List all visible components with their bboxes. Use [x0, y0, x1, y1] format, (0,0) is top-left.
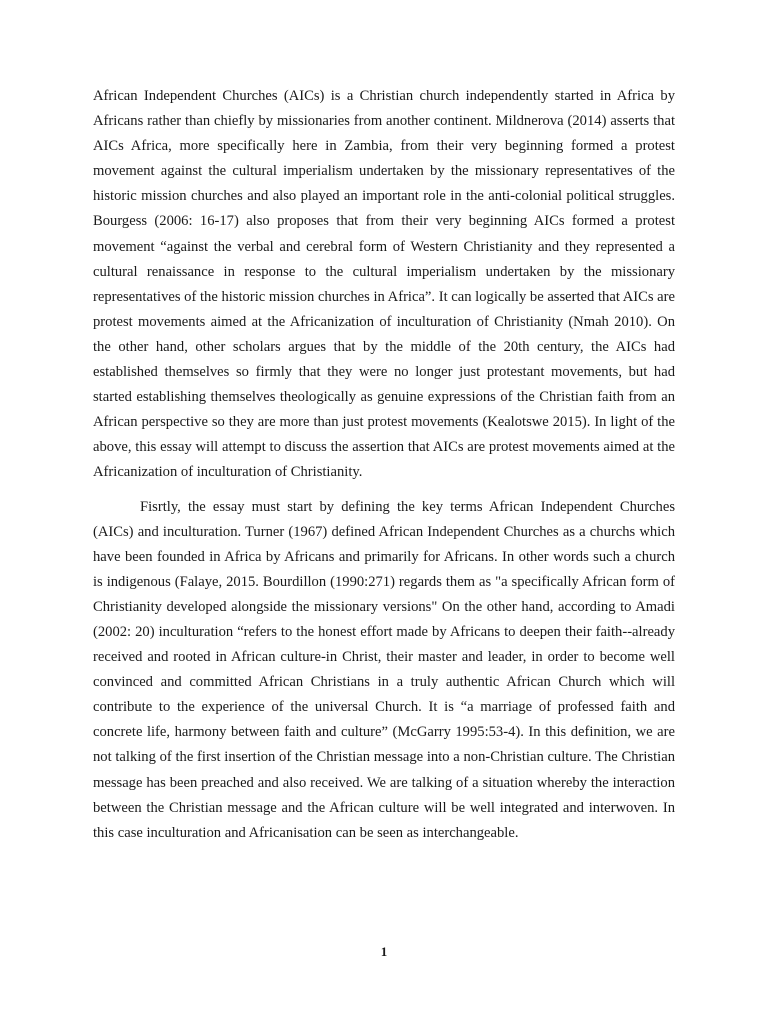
paragraph-definitions: Fisrtly, the essay must start by defining the key terms African Independent Churches (AICs) and inculturation. Turner (1967) defined African Independent Churches as a churchs which have been founded in Africa by Africans and primarily for Africans. In other words such a church is indigenous (Falaye, 2015. Bourdillon (1990:271) regards them as "a specifically African form of Christianity developed alongside the missionary versions" On the other hand, according to Amadi (2002: 20) inculturation “refers to the honest effort made by Africans to deepen their faith--already received and rooted in African culture-in Christ, their master and leader, in order to become well convinced and committed African Christians in a truly authentic African Church which will contribute to the experience of the universal Church. It is “a marriage of professed faith and concrete life, harmony between faith and culture” (McGarry 1995:53-4). In this definition, we are not talking of the first insertion of the Christian message into a non-Christian culture. The Christian message has been preached and also received. We are talking of a situation whereby the interaction between the Christian message and the African culture will be well integrated and interwoven. In this case inculturation and Africanisation can be seen as interchangeable.	[93, 498, 675, 841]
page-number: 1	[380, 944, 388, 959]
essay-body	[93, 84, 675, 846]
paragraph-introduction: African Independent Churches (AICs) is a Christian church independently started in Africa by Africans rather than chiefly by missionaries from another continent. Mildnerova (2014) asserts that AICs Africa, more specifically here in Zambia, from their very beginning formed a protest movement against the cultural imperialism undertaken by the missionary representatives of the historic mission churches and also played an important role in the anti-colonial political struggles. Bourgess (2006: 16-17) also proposes that from their very beginning AICs formed a protest movement “against the verbal and cerebral form of Western Christianity and they represented a cultural renaissance in response to the cultural imperialism undertaken by the missionary representatives of the historic mission churches in Africa”. It can logically be asserted that AICs are protest movements aimed at the Africanization of inculturation of Christianity (Nmah 2010). On the other hand, other scholars argues that by the middle of the 20th century, the AICs had established themselves so firmly that they were no longer just protestant movements, but had started establishing themselves theologically as genuine expressions of the Christian faith from an African perspective so they are more than just protest movements (Kealotswe 2015). In light of the above, this essay will attempt to discuss the assertion that AICs are protest movements aimed at the Africanization of inculturation of Christianity.	[93, 88, 675, 481]
